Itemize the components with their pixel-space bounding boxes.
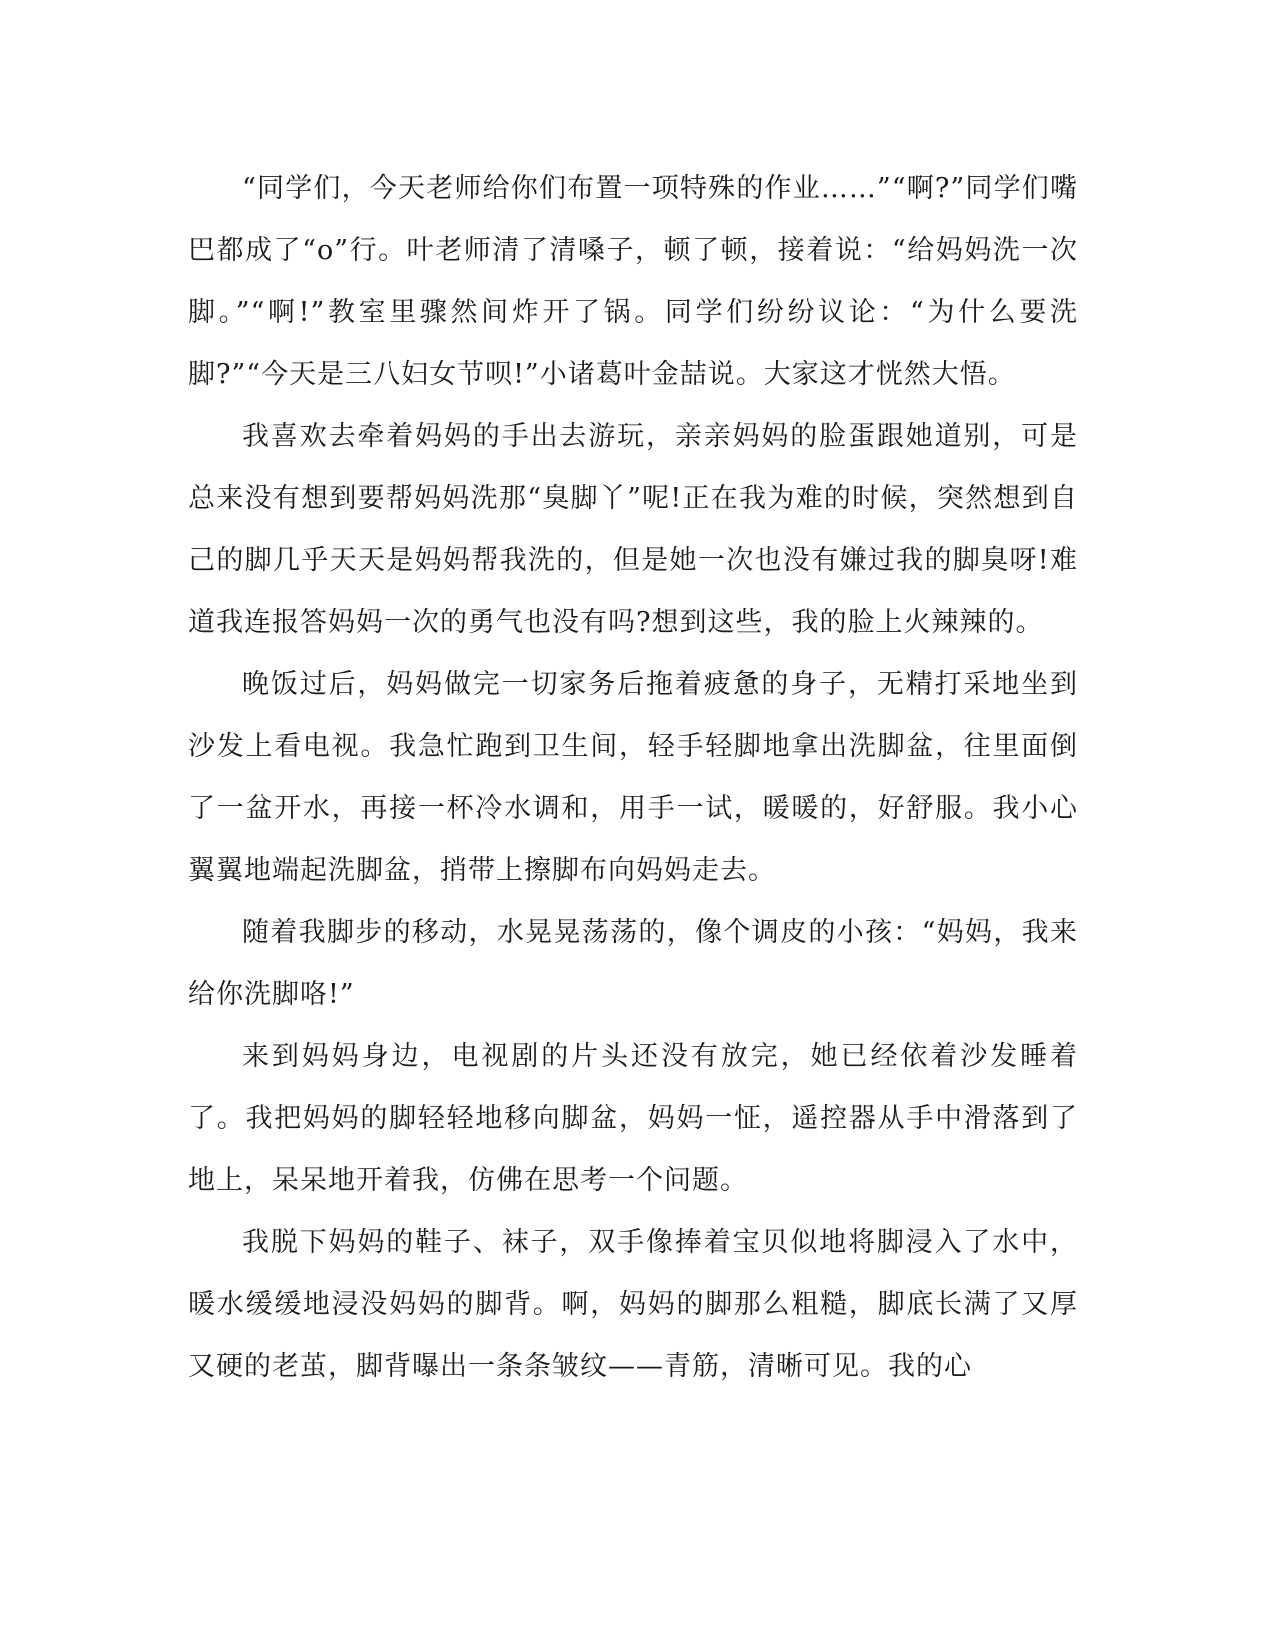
paragraph-2: 我喜欢去牵着妈妈的手出去游玩，亲亲妈妈的脸蛋跟她道别，可是总来没有想到要帮妈妈洗那“臭脚丫”呢!正在我为难的时候，突然想到自己的脚几乎天天是妈妈帮我洗的，但是她一次也没有嫌过我的脚臭呀!难道我连报答妈妈一次的勇气也没有吗?想到这些，我的脸上火辣辣的。 xyxy=(188,421,1078,638)
paragraph-1: “同学们，今天老师给你们布置一项特殊的作业……”“啊?”同学们嘴巴都成了“o”行。叶老师清了清嗓子，顿了顿，接着说：“给妈妈洗一次脚。”“啊!”教室里骤然间炸开了锅。同学们纷纷议论：“为什么要洗脚?”“今天是三八妇女节呗!”小诸葛叶金喆说。大家这才恍然大悟。 xyxy=(188,173,1078,390)
paragraph-4: 随着我脚步的移动，水晃晃荡荡的，像个调皮的小孩：“妈妈，我来给你洗脚咯!” xyxy=(188,917,1078,1010)
paragraph-6: 我脱下妈妈的鞋子、袜子，双手像捧着宝贝似地将脚浸入了水中，暖水缓缓地浸没妈妈的脚背。啊，妈妈的脚那么粗糙，脚底长满了又厚又硬的老茧，脚背曝出一条条皱纹——青筋，清晰可见。我的心 xyxy=(188,1227,1078,1382)
paragraph-5: 来到妈妈身边，电视剧的片头还没有放完，她已经依着沙发睡着了。我把妈妈的脚轻轻地移向脚盆，妈妈一怔，遥控器从手中滑落到了地上，呆呆地开着我，仿佛在思考一个问题。 xyxy=(188,1041,1078,1196)
document-body xyxy=(188,158,1078,1398)
paragraph-3: 晚饭过后，妈妈做完一切家务后拖着疲惫的身子，无精打采地坐到沙发上看电视。我急忙跑到卫生间，轻手轻脚地拿出洗脚盆，往里面倒了一盆开水，再接一杯冷水调和，用手一试，暖暖的，好舒服。我小心翼翼地端起洗脚盆，捎带上擦脚布向妈妈走去。 xyxy=(188,669,1078,886)
